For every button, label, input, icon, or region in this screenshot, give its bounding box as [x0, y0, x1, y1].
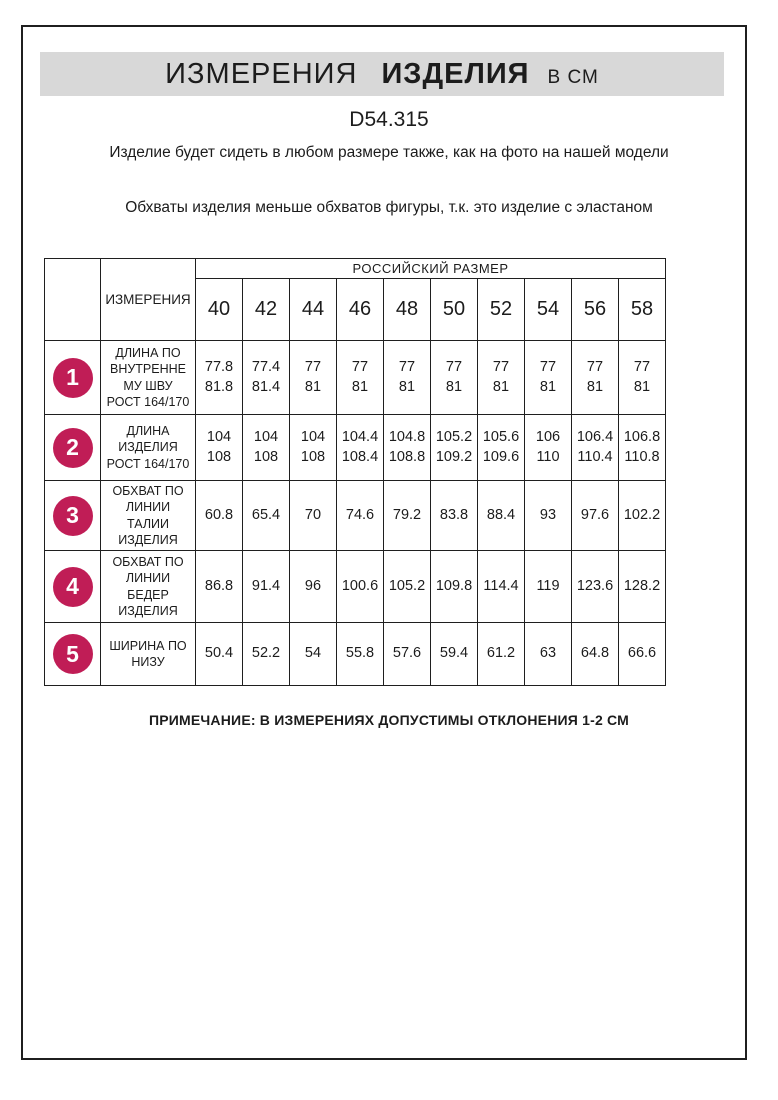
measurement-value: 106.8 110.8: [619, 415, 666, 481]
row-number-badge-cell: [45, 623, 101, 686]
measure-column-header: ИЗМЕРЕНИЯ: [101, 259, 196, 341]
measurement-value: 70: [290, 481, 337, 551]
measurement-label: ДЛИНА ПО ВНУТРЕННЕ МУ ШВУ РОСТ 164/170: [101, 341, 196, 415]
measurement-value: 74.6: [337, 481, 384, 551]
row-number-badge-cell: [45, 341, 101, 415]
measurement-value: 128.2: [619, 551, 666, 623]
measurement-value: 105.2 109.2: [431, 415, 478, 481]
measurement-label: ОБХВАТ ПО ЛИНИИ ТАЛИИ ИЗДЕЛИЯ: [101, 481, 196, 551]
row-number-badge-cell: [45, 415, 101, 481]
size-column-header: 56: [572, 279, 619, 341]
measurement-value: 77.4 81.4: [243, 341, 290, 415]
measurement-value: 106.4 110.4: [572, 415, 619, 481]
product-code: D54.315: [349, 108, 429, 131]
page-title-unit: В СМ: [547, 67, 599, 88]
measurement-value: 105.2: [384, 551, 431, 623]
row-number-badge: 4: [53, 567, 93, 607]
tolerance-footnote: ПРИМЕЧАНИЕ: В ИЗМЕРЕНИЯХ ДОПУСТИМЫ ОТКЛОНЕНИЯ 1-2 СМ: [148, 712, 630, 728]
row-number-badge: 1: [53, 358, 93, 398]
measurements-table: [44, 258, 666, 686]
measurement-value: 104.4 108.4: [337, 415, 384, 481]
table-row: [45, 623, 666, 686]
measurements-table-body: [45, 341, 666, 686]
measurement-value: 61.2: [478, 623, 525, 686]
row-number-badge: 3: [53, 496, 93, 536]
measurement-value: 63: [525, 623, 572, 686]
size-column-header: 42: [243, 279, 290, 341]
measurement-value: 88.4: [478, 481, 525, 551]
size-column-header: 58: [619, 279, 666, 341]
measurement-value: 77 81: [525, 341, 572, 415]
size-column-header: 48: [384, 279, 431, 341]
measurement-value: 55.8: [337, 623, 384, 686]
measurement-value: 109.8: [431, 551, 478, 623]
intro-paragraph-fit: Изделие будет сидеть в любом размере также, как на фото на нашей модели: [109, 144, 669, 161]
measurement-value: 52.2: [243, 623, 290, 686]
page-title-accent: ИЗДЕЛИЯ: [381, 58, 530, 90]
measurement-value: 77 81: [290, 341, 337, 415]
size-column-header: 46: [337, 279, 384, 341]
measurement-value: 57.6: [384, 623, 431, 686]
measurement-value: 65.4: [243, 481, 290, 551]
measurement-value: 66.6: [619, 623, 666, 686]
measurement-value: 77 81: [572, 341, 619, 415]
measurement-value: 77 81: [431, 341, 478, 415]
row-number-badge: 5: [53, 634, 93, 674]
intro-paragraph-elastane: Обхваты изделия меньше обхватов фигуры, т.к. это изделие с эластаном: [125, 199, 653, 216]
measurement-value: 104 108: [290, 415, 337, 481]
measurement-value: 123.6: [572, 551, 619, 623]
measurement-value: 106 110: [525, 415, 572, 481]
measurement-value: 77 81: [619, 341, 666, 415]
measurement-value: 97.6: [572, 481, 619, 551]
measurement-value: 77 81: [384, 341, 431, 415]
table-header-row-group: [45, 259, 666, 279]
measurement-value: 104.8 108.8: [384, 415, 431, 481]
measurement-value: 77 81: [337, 341, 384, 415]
measurement-value: 104 108: [243, 415, 290, 481]
measurement-value: 105.6 109.6: [478, 415, 525, 481]
measurement-value: 104 108: [196, 415, 243, 481]
measurement-value: 54: [290, 623, 337, 686]
size-group-header: РОССИЙСКИЙ РАЗМЕР: [196, 259, 666, 279]
measurement-value: 91.4: [243, 551, 290, 623]
size-column-header: 40: [196, 279, 243, 341]
page-title-bar: [40, 52, 724, 96]
measurement-value: 119: [525, 551, 572, 623]
measurement-label: ДЛИНА ИЗДЕЛИЯ РОСТ 164/170: [101, 415, 196, 481]
measurement-value: 79.2: [384, 481, 431, 551]
table-row: [45, 341, 666, 415]
table-row: [45, 415, 666, 481]
table-row: [45, 551, 666, 623]
row-number-badge-cell: [45, 481, 101, 551]
measurement-value: 83.8: [431, 481, 478, 551]
measurement-value: 64.8: [572, 623, 619, 686]
size-column-header: 50: [431, 279, 478, 341]
measurement-value: 96: [290, 551, 337, 623]
measurement-value: 59.4: [431, 623, 478, 686]
measurement-value: 86.8: [196, 551, 243, 623]
measurement-value: 114.4: [478, 551, 525, 623]
measurement-value: 77.8 81.8: [196, 341, 243, 415]
measurement-value: 100.6: [337, 551, 384, 623]
measurement-label: ШИРИНА ПО НИЗУ: [101, 623, 196, 686]
row-number-badge-cell: [45, 551, 101, 623]
measurement-value: 102.2: [619, 481, 666, 551]
row-number-badge: 2: [53, 428, 93, 468]
size-column-header: 54: [525, 279, 572, 341]
table-row: [45, 481, 666, 551]
page-title: ИЗМЕРЕНИЯ: [165, 58, 358, 90]
size-column-header: 52: [478, 279, 525, 341]
badge-column-spacer: [45, 259, 101, 341]
measurement-value: 60.8: [196, 481, 243, 551]
measurement-value: 77 81: [478, 341, 525, 415]
measurement-label: ОБХВАТ ПО ЛИНИИ БЕДЕР ИЗДЕЛИЯ: [101, 551, 196, 623]
measurement-value: 93: [525, 481, 572, 551]
measurement-value: 50.4: [196, 623, 243, 686]
size-column-header: 44: [290, 279, 337, 341]
